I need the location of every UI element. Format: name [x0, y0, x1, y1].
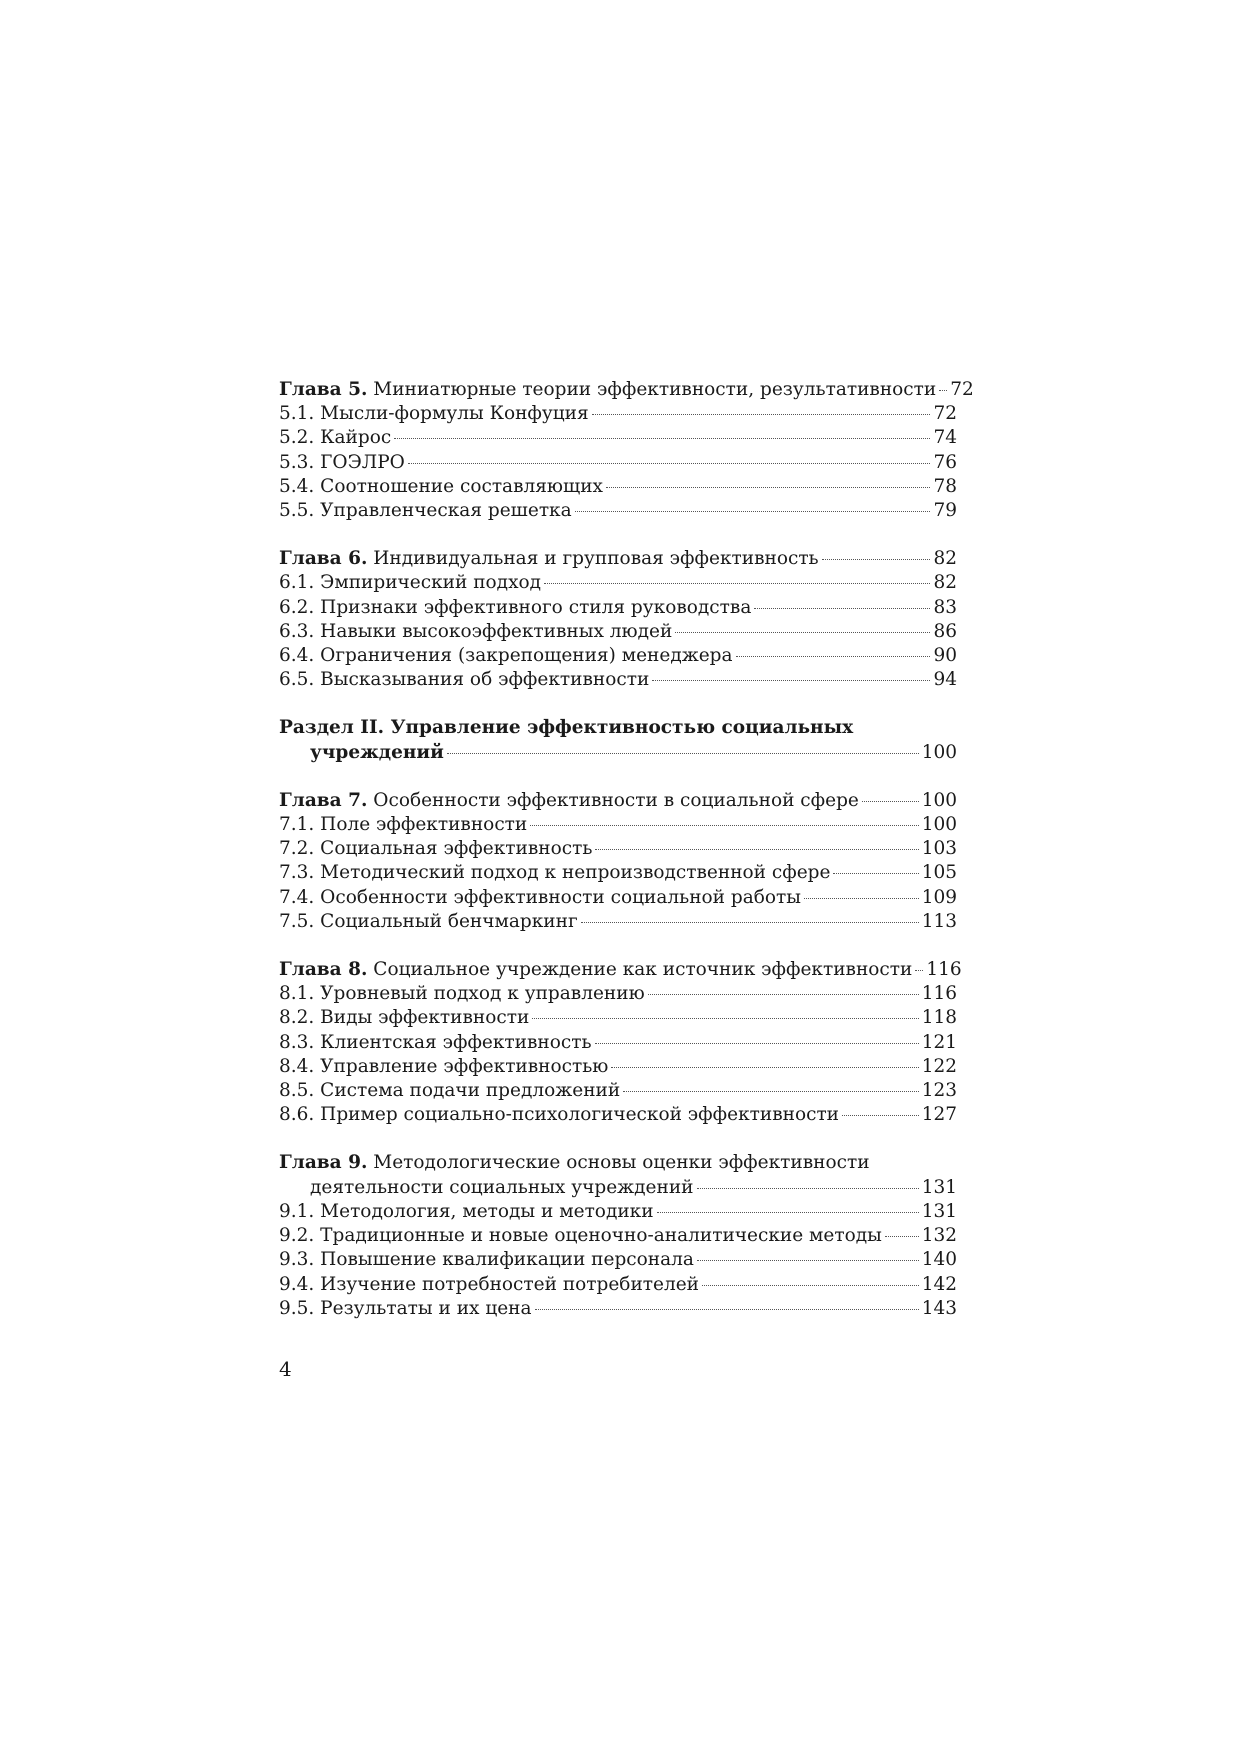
toc-item	[279, 1103, 957, 1127]
page-ref: 79	[933, 500, 957, 522]
toc-item	[279, 475, 957, 499]
toc-item	[279, 451, 957, 475]
toc-item	[279, 861, 957, 885]
item-title: 9.2. Традиционные и новые оценочно-аналитические методы	[279, 1225, 882, 1247]
toc-item	[279, 1297, 957, 1321]
chapter-5-group	[279, 378, 974, 523]
page-ref: 131	[921, 1200, 957, 1222]
leader-dots	[575, 510, 931, 512]
item-title: 9.3. Повышение квалификации персонала	[279, 1249, 694, 1271]
item-title: 7.2. Социальная эффективность	[279, 838, 593, 860]
leader-dots	[862, 800, 919, 802]
chapter-heading	[279, 1151, 957, 1175]
leader-dots	[606, 486, 930, 488]
leader-dots	[648, 993, 919, 995]
page-number: 4	[279, 1357, 292, 1381]
toc-item	[279, 1224, 957, 1248]
page-ref: 72	[933, 403, 957, 425]
item-title: 7.5. Социальный бенчмаркинг	[279, 910, 578, 932]
page-ref: 122	[921, 1055, 957, 1077]
section-2-group	[279, 716, 957, 764]
leader-dots	[592, 413, 931, 415]
leader-dots	[754, 607, 930, 609]
page-ref: 140	[921, 1249, 957, 1271]
chapter-label: Глава 5.	[279, 379, 368, 400]
leader-dots	[657, 1211, 919, 1213]
leader-dots	[652, 679, 930, 681]
section-title: Раздел II. Управление эффективностью социальных	[279, 717, 854, 739]
page-ref: 82	[933, 548, 957, 570]
chapter-title: Индивидуальная и групповая эффективность	[367, 548, 819, 570]
chapter-8-group	[279, 958, 962, 1127]
toc-item	[279, 571, 957, 595]
leader-dots	[697, 1187, 919, 1189]
chapter-heading	[279, 789, 957, 813]
item-title: 5.1. Мысли-формулы Конфуция	[279, 403, 589, 425]
leader-dots	[595, 848, 918, 850]
chapter-label: Глава 7.	[279, 789, 368, 811]
leader-dots	[736, 655, 931, 657]
leader-dots	[611, 1066, 918, 1068]
leader-dots	[394, 437, 930, 439]
page-ref: 82	[933, 572, 957, 594]
chapter-6-group	[279, 547, 957, 692]
page-ref: 86	[933, 620, 957, 642]
toc-item	[279, 1006, 957, 1030]
page-ref: 74	[933, 427, 957, 449]
page-ref: 116	[921, 983, 957, 1005]
toc-item	[279, 426, 957, 450]
chapter-heading-continued	[279, 1176, 957, 1200]
toc-item	[279, 1079, 957, 1103]
toc-item	[279, 1273, 957, 1297]
toc-item	[279, 1055, 957, 1079]
table-of-contents	[279, 378, 974, 1345]
leader-dots	[833, 872, 918, 874]
item-title: 8.2. Виды эффективности	[279, 1007, 530, 1029]
leader-dots	[804, 897, 919, 899]
chapter-title: Социальное учреждение как источник эффективности	[367, 959, 913, 981]
item-title: 9.1. Методология, методы и методики	[279, 1200, 654, 1222]
leader-dots	[447, 752, 919, 754]
page-ref: 123	[921, 1080, 957, 1102]
toc-item	[279, 910, 957, 934]
page-ref: 90	[933, 645, 957, 667]
toc-item	[279, 644, 957, 668]
page-ref: 100	[921, 741, 957, 763]
item-title: 5.4. Соотношение составляющих	[279, 475, 603, 497]
toc-item	[279, 596, 957, 620]
chapter-label: Глава 8.	[279, 959, 368, 981]
chapter-title: Методологические основы оценки эффективности	[367, 1152, 870, 1174]
toc-item	[279, 813, 957, 837]
toc-item	[279, 1200, 957, 1224]
page-ref: 109	[921, 886, 957, 908]
chapter-9-group	[279, 1151, 957, 1320]
leader-dots	[939, 389, 947, 391]
item-title: 7.3. Методический подход к непроизводственной сфере	[279, 862, 831, 884]
item-title: 5.5. Управленческая решетка	[279, 500, 572, 522]
item-title: 8.1. Уровневый подход к управлению	[279, 983, 645, 1005]
page-ref: 94	[933, 669, 957, 691]
chapter-title: Особенности эффективности в социальной сфере	[367, 789, 859, 811]
page-ref: 131	[921, 1176, 957, 1198]
leader-dots	[702, 1284, 919, 1286]
item-title: 9.4. Изучение потребностей потребителей	[279, 1273, 699, 1295]
leader-dots	[581, 921, 919, 923]
toc-item	[279, 499, 957, 523]
chapter-label: Глава 9.	[279, 1152, 368, 1174]
page-ref: 116	[926, 959, 962, 981]
leader-dots	[595, 1042, 919, 1044]
chapter-title: Миниатюрные теории эффективности, результативности	[367, 379, 937, 400]
item-title: 5.2. Кайрос	[279, 427, 392, 449]
leader-dots	[675, 631, 930, 633]
page-ref: 100	[921, 814, 957, 836]
toc-item	[279, 837, 957, 861]
item-title: 7.1. Поле эффективности	[279, 814, 528, 836]
chapter-7-group	[279, 789, 957, 934]
item-title: 8.5. Система подачи предложений	[279, 1080, 621, 1102]
leader-dots	[822, 558, 931, 560]
item-title: 9.5. Результаты и их цена	[279, 1297, 532, 1319]
leader-dots	[535, 1308, 919, 1310]
chapter-title-continued: деятельности социальных учреждений	[310, 1176, 694, 1198]
item-title: 6.5. Высказывания об эффективности	[279, 669, 650, 691]
page-ref: 118	[921, 1007, 957, 1029]
leader-dots	[842, 1114, 919, 1116]
item-title: 5.3. ГОЭЛРО	[279, 451, 405, 473]
page-ref: 72	[950, 379, 974, 400]
leader-dots	[532, 1017, 918, 1019]
toc-item	[279, 886, 957, 910]
toc-item	[279, 1031, 957, 1055]
page-ref: 105	[921, 862, 957, 884]
item-title: 8.3. Клиентская эффективность	[279, 1031, 592, 1053]
item-title: 8.6. Пример социально-психологической эффективности	[279, 1104, 840, 1126]
toc-item	[279, 402, 957, 426]
item-title: 7.4. Особенности эффективности социальной работы	[279, 886, 801, 908]
page-ref: 78	[933, 475, 957, 497]
item-title: 6.2. Признаки эффективного стиля руководства	[279, 596, 752, 618]
chapter-heading	[279, 958, 962, 982]
leader-dots	[623, 1090, 918, 1092]
leader-dots	[530, 824, 918, 826]
toc-item	[279, 1248, 957, 1272]
section-heading-continued	[279, 741, 957, 765]
section-title-continued: учреждений	[310, 741, 444, 763]
page-ref: 113	[921, 910, 957, 932]
page-ref: 142	[921, 1273, 957, 1295]
chapter-heading	[279, 378, 974, 402]
toc-item	[279, 620, 957, 644]
leader-dots	[915, 969, 923, 971]
page-ref: 121	[921, 1031, 957, 1053]
toc-item	[279, 668, 957, 692]
leader-dots	[408, 462, 931, 464]
leader-dots	[544, 582, 930, 584]
item-title: 6.4. Ограничения (закрепощения) менеджера	[279, 645, 733, 667]
leader-dots	[697, 1259, 919, 1261]
item-title: 6.3. Навыки высокоэффективных людей	[279, 620, 673, 642]
page-ref: 127	[921, 1104, 957, 1126]
page-ref: 83	[933, 596, 957, 618]
toc-item	[279, 982, 957, 1006]
page-ref: 100	[921, 789, 957, 811]
page-ref: 132	[921, 1225, 957, 1247]
chapter-label: Глава 6.	[279, 548, 368, 570]
item-title: 8.4. Управление эффективностью	[279, 1055, 609, 1077]
page-ref: 103	[921, 838, 957, 860]
page-ref: 76	[933, 451, 957, 473]
chapter-heading	[279, 547, 957, 571]
leader-dots	[885, 1235, 919, 1237]
page-ref: 143	[921, 1297, 957, 1319]
item-title: 6.1. Эмпирический подход	[279, 572, 542, 594]
